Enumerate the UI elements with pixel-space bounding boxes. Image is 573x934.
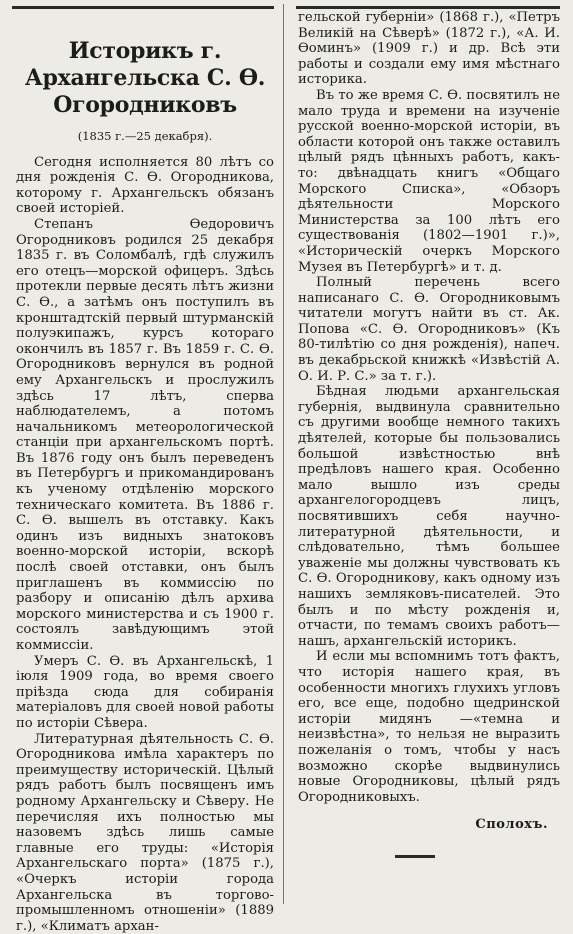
top-rule-left <box>12 6 274 9</box>
article-dates: (1835 г.—25 декабря). <box>77 129 213 143</box>
column-divider <box>283 4 284 904</box>
paragraph: Полный перечень всего написанаго С. Ө. Огородниковымъ читатели могутъ найти въ ст. Ак. Попова «С. Ө. Огородниковъ» (Къ 80-тилѣтію со дня рожденія), напеч. въ декабрьской книжкѣ «Извѣстій А. О. И. Р. С.» за т. г.). <box>298 275 560 384</box>
paragraph: Умеръ С. Ө. въ Архангельскѣ, 1 іюля 1909 года, во время своего пріѣзда сюда для собиранія матеріаловъ для своей новой работы по исторіи Сѣвера. <box>16 653 274 731</box>
paragraph: гельской губерніи» (1868 г.), «Петръ Великій на Сѣверѣ» (1872 г.), «А. И. Өоминъ» (1909 г.) и др. Всѣ эти работы и создали ему имя мѣстнаго историка. <box>298 10 560 88</box>
end-rule <box>395 855 435 858</box>
author-signature: Сполохъ. <box>475 817 548 833</box>
left-column <box>16 10 274 934</box>
paragraph: Сегодня исполняется 80 лѣтъ со дня рожденія С. Ө. Огородникова, которому г. Архангельскъ обязанъ своей исторіей. <box>16 154 274 217</box>
paragraph: Литературная дѣятельность С. Ө. Огородникова имѣла характеръ по преимуществу историческій. Цѣлый рядъ работъ былъ посвященъ имъ родному Архангельску и Сѣверу. Не перечисляя ихъ полностью мы назовемъ здѣсь лишь самые главные его труды: «Исторія Архангельскаго порта» (1875 г.), «Очеркъ исторіи города Архангельска въ торгово-промышленномъ отношеніи» (1889 г.), «Климатъ архан- <box>16 731 274 934</box>
paragraph: Бѣдная людьми архангельская губернія, выдвинула сравнительно съ другими вообще немного такихъ дѣятелей, которые бы пользовались большой извѣстностью внѣ предѣловъ нашего края. Особенно мало вышло изъ среды архангелогородцевъ лицъ, посвятившихъ себя научно-литературной дѣятельности, и слѣдовательно, тѣмъ большее уваженіе мы должны чувствовать къ С. Ө. Огородникову, какъ одному изъ нашихъ земляковъ-писателей. Это былъ и по мѣсту рожденія и, отчасти, по темамъ своихъ работъ—нашъ, архангельскій историкъ. <box>298 384 560 649</box>
article-title: Историкъ г. Архангельска С. Ө. Огородниковъ <box>24 38 266 118</box>
paragraph: Степанъ Өедоровичъ Огородниковъ родился 25 декабря 1835 г. въ Соломбалѣ, гдѣ служилъ его отецъ—морской офицеръ. Здѣсь протекли первые десять лѣтъ жизни С. Ө., а затѣмъ онъ поступилъ въ кронштадтскій первый штурманскій полуэкипажъ, курсъ котораго окончилъ въ 1857 г. Въ 1859 г. С. Ө. Огородниковъ вернулся въ родной ему Архангельскъ и прослужилъ здѣсь 17 лѣтъ, сперва наблюдателемъ, а потомъ начальникомъ метеорологической станціи при архангельскомъ портѣ. Въ 1876 году онъ былъ переведенъ въ Петербургъ и прикомандированъ къ ученому отдѣленію морского техническаго комитета. Въ 1886 г. С. Ө. вышелъ въ отставку. Какъ одинъ изъ видныхъ знатоковъ военно-морской исторіи, вскорѣ послѣ своей отставки, онъ былъ приглашенъ въ коммиссію по разбору и описанію дѣлъ архива морского министерства и съ 1900 г. состоялъ завѣдующимъ этой коммиссіи. <box>16 216 274 653</box>
paragraph: Въ то же время С. Ө. посвятилъ не мало труда и времени на изученіе русской военно-морской исторіи, въ области которой онъ также оставилъ цѣлый рядъ цѣнныхъ работъ, какъ-то: двѣнадцать книгъ «Общаго Морского Списка», «Обзоръ дѣятельности Морского Министерства за 100 лѣтъ его существованія (1802—1901 г.)», «Историческій очеркъ Морского Музея въ Петербургѣ» и т. д. <box>298 87 560 275</box>
right-column <box>298 10 560 858</box>
paragraph: И если мы вспомнимъ тотъ фактъ, что исторія нашего края, въ особенности многихъ глухихъ угловъ его, все еще, подобно щедринской исторіи мидянъ —«темна и неизвѣстна», то нельзя не выразить пожеланія о томъ, чтобы у насъ возможно скорѣе выдвинулись новые Огородниковы, цѣлый рядъ Огородниковыхъ. <box>298 649 560 805</box>
top-rule-right <box>296 6 560 9</box>
